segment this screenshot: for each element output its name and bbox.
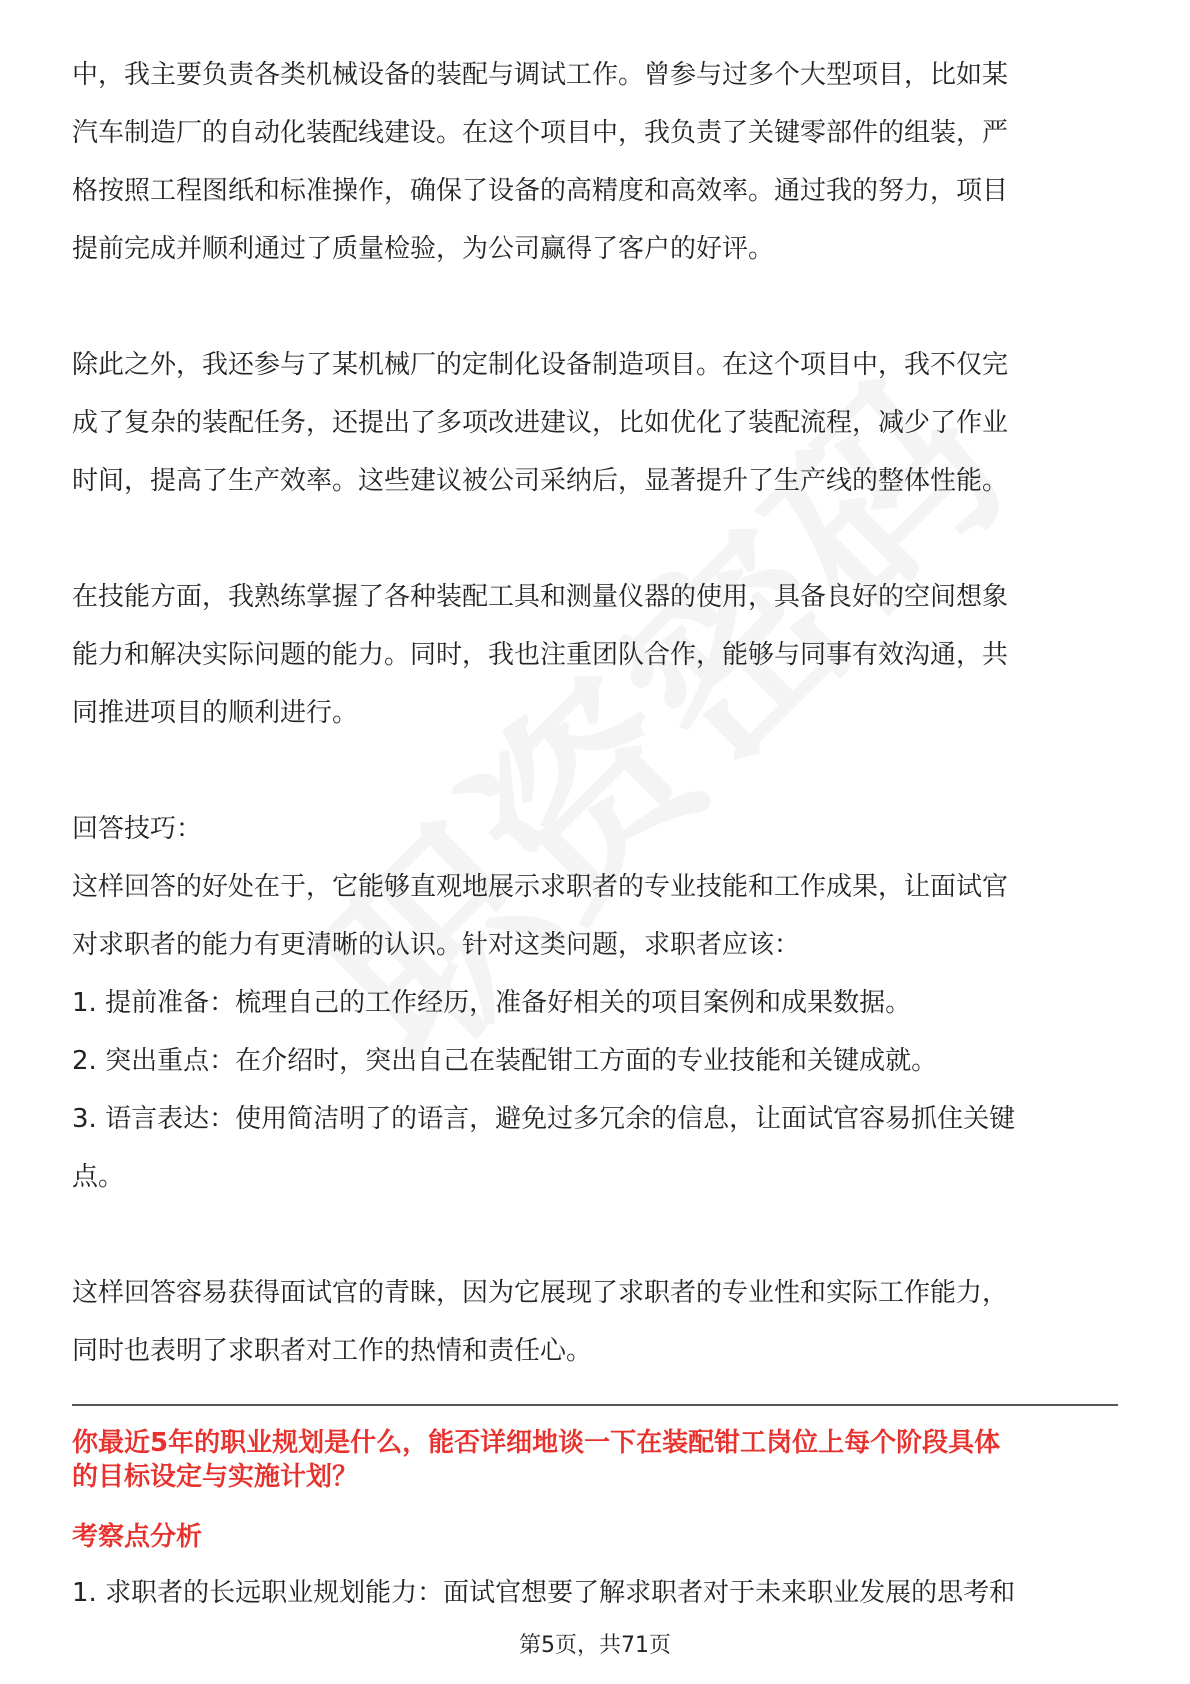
section-divider (72, 1404, 1118, 1406)
text-line: 时间，提高了生产效率。这些建议被公司采纳后，显著提升了生产线的整体性能。 (72, 466, 1009, 496)
paragraph-answer-tips (72, 800, 1118, 1206)
text-line: 除此之外，我还参与了某机械厂的定制化设备制造项目。在这个项目中，我不仅完 (72, 350, 1009, 380)
list-item: 3. 语言表达：使用简洁明了的语言，避免过多冗余的信息，让面试官容易抓住关键 (72, 1104, 1016, 1134)
list-item: 2. 突出重点：在介绍时，突出自己在装配钳工方面的专业技能和关键成就。 (72, 1046, 938, 1076)
paragraph-conclusion (72, 1264, 1118, 1380)
text-line: 能力和解决实际问题的能力。同时，我也注重团队合作，能够与同事有效沟通，共 (72, 640, 1009, 670)
question-heading (72, 1426, 1118, 1494)
text-line: 这样回答容易获得面试官的青睐，因为它展现了求职者的专业性和实际工作能力， (72, 1278, 1009, 1308)
text-line: 同时也表明了求职者对工作的热情和责任心。 (72, 1336, 593, 1366)
section-title: 考察点分析 (72, 1522, 203, 1552)
text-line: 同推进项目的顺利进行。 (72, 698, 359, 728)
text-line: 成了复杂的装配任务，还提出了多项改进建议，比如优化了装配流程，减少了作业 (72, 408, 1009, 438)
page-footer: 第5页，共71页 (519, 1633, 671, 1658)
paragraph-skills (72, 568, 1118, 742)
question-line: 的目标设定与实施计划？ (72, 1462, 359, 1492)
text-line: 中，我主要负责各类机械设备的装配与调试工作。曾参与过多个大型项目，比如某 (72, 60, 1009, 90)
text-line: 在技能方面，我熟练掌握了各种装配工具和测量仪器的使用，具备良好的空间想象 (72, 582, 1009, 612)
text-line: 对求职者的能力有更清晰的认识。针对这类问题，求职者应该： (72, 930, 801, 960)
text-line: 回答技巧： (72, 814, 203, 844)
text-line: 汽车制造厂的自动化装配线建设。在这个项目中，我负责了关键零部件的组装，严 (72, 118, 1009, 148)
paragraph-project-experience (72, 46, 1118, 278)
list-item: 1. 提前准备：梳理自己的工作经历，准备好相关的项目案例和成果数据。 (72, 988, 912, 1018)
text-line: 点。 (72, 1162, 125, 1192)
paragraph-custom-equipment (72, 336, 1118, 510)
text-line: 提前完成并顺利通过了质量检验，为公司赢得了客户的好评。 (72, 234, 775, 264)
analysis-item: 1. 求职者的长远职业规划能力：面试官想要了解求职者对于未来职业发展的思考和 (72, 1578, 1016, 1608)
question-line: 你最近5年的职业规划是什么，能否详细地谈一下在装配钳工岗位上每个阶段具体 (72, 1428, 1001, 1458)
text-line: 这样回答的好处在于，它能够直观地展示求职者的专业技能和工作成果，让面试官 (72, 872, 1009, 902)
document-page (72, 46, 1118, 1610)
text-line: 格按照工程图纸和标准操作，确保了设备的高精度和高效率。通过我的努力，项目 (72, 176, 1009, 206)
